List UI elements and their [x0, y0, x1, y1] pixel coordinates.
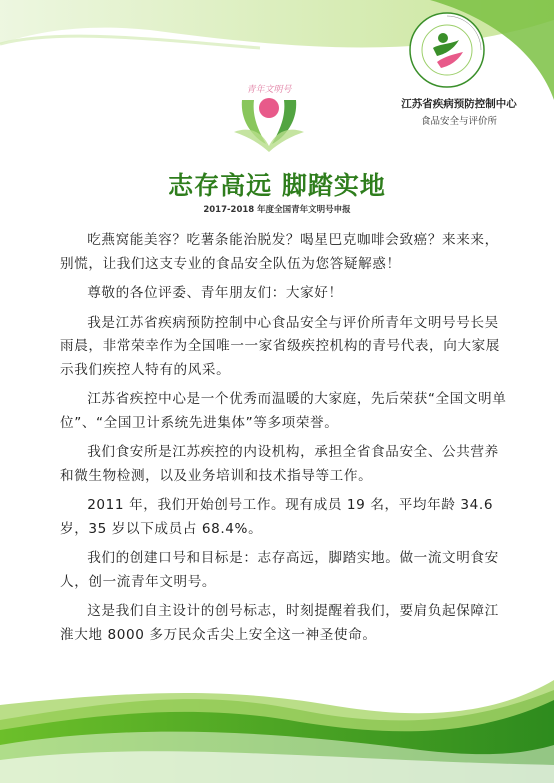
youth-civilization-logo-icon: [228, 72, 310, 154]
paragraph: 江苏省疾控中心是一个优秀而温暖的大家庭，先后荣获“全国文明单位”、“全国卫计系统先进集体”等多项荣誉。: [60, 391, 507, 431]
paragraph: 我们食安所是江苏疾控的内设机构，承担全省食品安全、公共营养和微生物检测，以及业务培训和技术指导等工作。: [60, 444, 499, 484]
svg-text:青年文明号: 青年文明号: [246, 85, 292, 95]
page-subtitle: 2017-2018 年度全国青年文明号申报: [203, 205, 351, 215]
paragraph: 我们的创建口号和目标是：志存高远，脚踏实地。做一流文明食安人，创一流青年文明号。: [60, 550, 499, 590]
paragraph: 2011 年，我们开始创号工作。现有成员 19 名，平均年龄 34.6 岁，35 岁以下成员占 68.4%。: [60, 497, 494, 537]
paragraph: 我是江苏省疾病预防控制中心食品安全与评价所青年文明号号长吴雨晨，非常荣幸作为全国唯一一家省级疾控机构的青号代表，向大家展示我们疾控人特有的风采。: [60, 314, 501, 378]
paragraph: 尊敬的各位评委、青年朋友们：大家好！: [87, 285, 343, 301]
cdc-round-logo-icon: [407, 10, 487, 90]
paragraph: 这是我们自主设计的创号标志，时刻提醒着我们，要肩负起保障江淮大地 8000 多万民众舌尖上安全这一神圣使命。: [60, 603, 499, 643]
organization-name: 江苏省疾病预防控制中心: [401, 98, 517, 110]
document-body: [60, 229, 508, 653]
paragraph: 吃燕窝能美容？吃薯条能治脱发？喝星巴克咖啡会致癌？来来来，别慌，让我们这支专业的食品安全队伍为您答疑解惑！: [60, 232, 499, 272]
page-title: 志存高远 脚踏实地: [168, 171, 386, 200]
organization-department: 食品安全与评价所: [420, 116, 497, 127]
